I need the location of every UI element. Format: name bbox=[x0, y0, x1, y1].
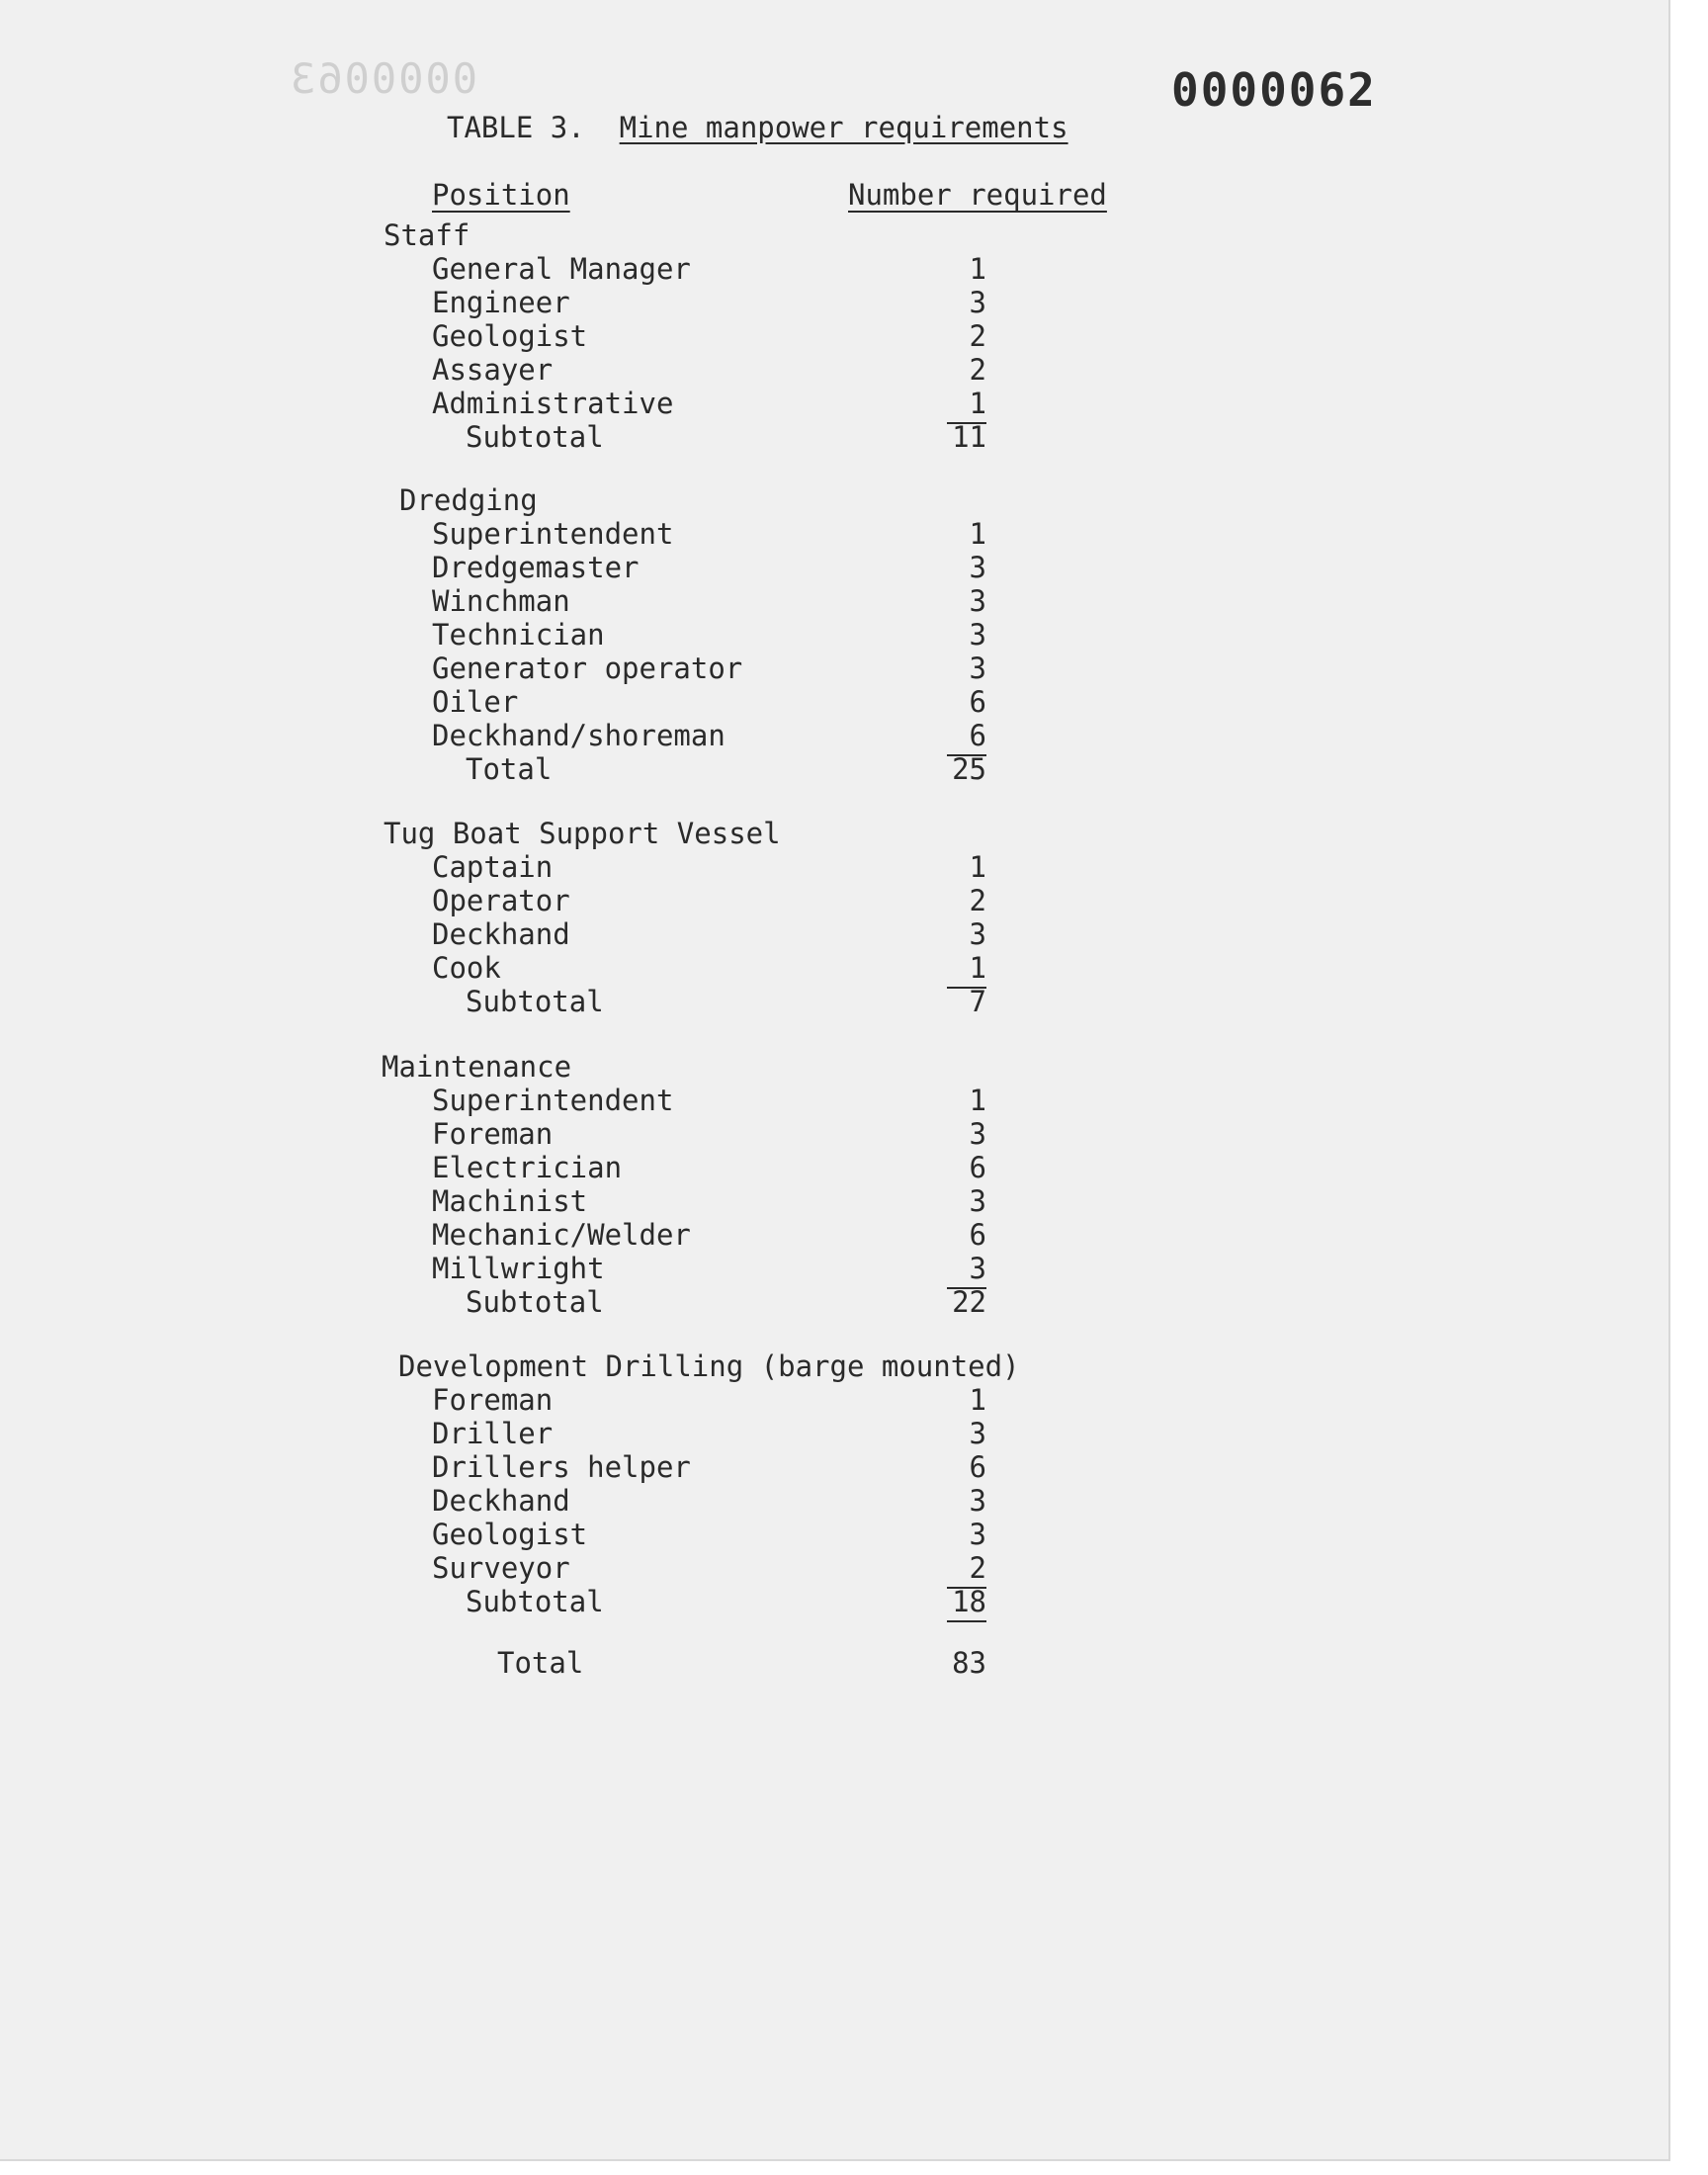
grand-total-label: Total bbox=[497, 1646, 584, 1680]
section-heading: Staff bbox=[384, 218, 470, 252]
number-required: 3 bbox=[969, 286, 986, 319]
position-label: General Manager bbox=[432, 252, 691, 286]
position-label: Geologist bbox=[432, 1518, 588, 1551]
number-required: 3 bbox=[969, 1484, 986, 1518]
position-label: Millwright bbox=[432, 1252, 605, 1285]
summary-value: 22 bbox=[952, 1285, 986, 1319]
number-required: 3 bbox=[969, 584, 986, 618]
column-header-number: Number required bbox=[848, 178, 1107, 212]
number-required: 1 bbox=[969, 517, 986, 551]
summary-value: 18 bbox=[952, 1585, 986, 1618]
position-label: Surveyor bbox=[432, 1551, 570, 1585]
summary-label: Total bbox=[466, 752, 553, 786]
ghost-page-number: 0000063 bbox=[289, 54, 478, 103]
position-label: Generator operator bbox=[432, 652, 743, 685]
position-label: Operator bbox=[432, 884, 570, 917]
number-required: 6 bbox=[969, 1151, 986, 1184]
number-required: 6 bbox=[969, 685, 986, 719]
number-required: 2 bbox=[969, 319, 986, 353]
number-required: 3 bbox=[969, 1117, 986, 1151]
number-required: 2 bbox=[969, 884, 986, 917]
grand-total-value: 83 bbox=[952, 1646, 986, 1680]
table-title bbox=[447, 111, 1068, 144]
number-required: 2 bbox=[969, 1551, 986, 1585]
number-required: 3 bbox=[969, 1417, 986, 1450]
section-heading: Dredging bbox=[399, 483, 538, 517]
section-heading: Development Drilling (barge mounted) bbox=[398, 1349, 1020, 1383]
number-required: 6 bbox=[969, 1450, 986, 1484]
position-label: Dredgemaster bbox=[432, 551, 640, 584]
summary-value: 11 bbox=[952, 420, 986, 454]
position-label: Captain bbox=[432, 850, 554, 884]
position-label: Deckhand/shoreman bbox=[432, 719, 726, 752]
position-label: Geologist bbox=[432, 319, 588, 353]
summary-value: 7 bbox=[969, 985, 986, 1018]
number-required: 1 bbox=[969, 252, 986, 286]
position-label: Drillers helper bbox=[432, 1450, 691, 1484]
number-required: 3 bbox=[969, 652, 986, 685]
position-label: Engineer bbox=[432, 286, 570, 319]
position-label: Technician bbox=[432, 618, 605, 652]
number-required: 3 bbox=[969, 551, 986, 584]
position-label: Deckhand bbox=[432, 1484, 570, 1518]
position-label: Machinist bbox=[432, 1184, 588, 1218]
position-label: Deckhand bbox=[432, 917, 570, 951]
summary-label: Subtotal bbox=[466, 420, 604, 454]
page-number-stamp: 0000062 bbox=[1171, 63, 1377, 117]
section-heading: Tug Boat Support Vessel bbox=[384, 817, 781, 850]
number-required: 3 bbox=[969, 618, 986, 652]
table-title-text: Mine manpower requirements bbox=[619, 111, 1068, 144]
summary-value: 25 bbox=[952, 752, 986, 786]
position-label: Driller bbox=[432, 1417, 554, 1450]
number-required: 2 bbox=[969, 353, 986, 387]
position-label: Administrative bbox=[432, 387, 674, 420]
position-label: Foreman bbox=[432, 1117, 554, 1151]
position-label: Superintendent bbox=[432, 517, 674, 551]
position-label: Assayer bbox=[432, 353, 554, 387]
summary-label: Subtotal bbox=[466, 985, 604, 1018]
position-label: Foreman bbox=[432, 1383, 554, 1417]
summary-label: Subtotal bbox=[466, 1285, 604, 1319]
summation-underline bbox=[947, 1620, 986, 1622]
number-required: 3 bbox=[969, 1184, 986, 1218]
position-label: Mechanic/Welder bbox=[432, 1218, 691, 1252]
section-heading: Maintenance bbox=[382, 1050, 572, 1084]
table-prefix: TABLE 3. bbox=[447, 111, 585, 144]
number-required: 1 bbox=[969, 1084, 986, 1117]
number-required: 6 bbox=[969, 1218, 986, 1252]
number-required: 6 bbox=[969, 719, 986, 752]
number-required: 1 bbox=[969, 1383, 986, 1417]
position-label: Cook bbox=[432, 951, 501, 985]
number-required: 3 bbox=[969, 917, 986, 951]
position-label: Electrician bbox=[432, 1151, 623, 1184]
number-required: 1 bbox=[969, 850, 986, 884]
number-required: 1 bbox=[969, 387, 986, 420]
number-required: 3 bbox=[969, 1252, 986, 1285]
number-required: 1 bbox=[969, 951, 986, 985]
position-label: Winchman bbox=[432, 584, 570, 618]
summary-label: Subtotal bbox=[466, 1585, 604, 1618]
number-required: 3 bbox=[969, 1518, 986, 1551]
position-label: Oiler bbox=[432, 685, 519, 719]
column-header-position: Position bbox=[432, 178, 570, 212]
position-label: Superintendent bbox=[432, 1084, 674, 1117]
